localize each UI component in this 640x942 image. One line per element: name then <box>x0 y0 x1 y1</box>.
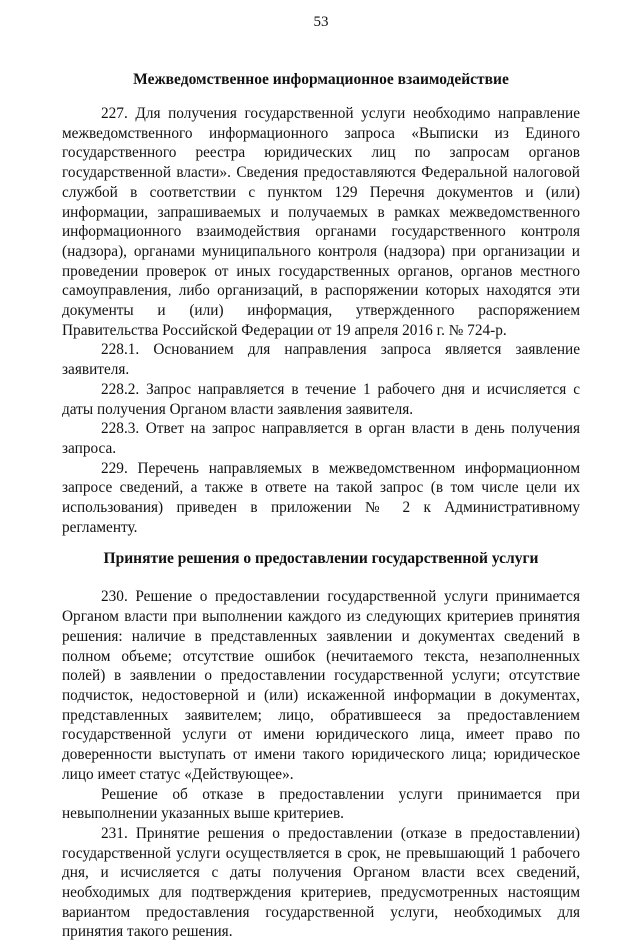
paragraph-229: 229. Перечень направляемых в межведомственном информационном запросе сведений, а также в ответе на такой запрос (в том числе цели их использования) приведен в приложении № 2 к Административному регламенту. <box>62 459 580 536</box>
paragraph-228-3: 228.3. Ответ на запрос направляется в орган власти в день получения запроса. <box>62 420 580 457</box>
paragraph-228-1: 228.1. Основанием для направления запроса является заявление заявителя. <box>62 341 580 379</box>
page-number: 53 <box>313 14 329 30</box>
paragraph-227: 227. Для получения государственной услуги необходимо направление межведомственного информационного запроса «Выписки из Единого государственного реестра юридических лиц по запросам органов государственной власти». Сведения предоставляются Федеральной налоговой службой в соответствии с пунктом 129 Перечня документов и (или) информации, запрашиваемых и получаемых в рамках межведомственного информационного взаимодействия органами государственного контроля (надзора), органами муниципального контроля (надзора) при организации и проведении проверок от иных государственных органов, органов местного самоуправления, либо организаций, в распоряжении которых находятся эти документы и (или) информация, утвержденного распоряжением Правительства Российской Федерации от 19 апреля 2016 г. № 724-р. <box>62 105 580 339</box>
paragraph-231: 231. Принятие решения о предоставлении (отказе в предоставлении) государственной услуги осуществляется в срок, не превышающий 1 рабочего дня, и исчисляется с даты получения Органом власти всех сведений, необходимых для подтверждения критериев, предусмотренных настоящим вариантом предоставления государственной услуги, необходимых для принятия такого решения. <box>62 824 580 941</box>
paragraph-228-2: 228.2. Запрос направляется в течение 1 рабочего дня и исчисляется с даты получения Органом власти заявления заявителя. <box>62 380 580 418</box>
section-heading-decision: Принятие решения о предоставлении государственной услуги <box>103 550 539 568</box>
section-heading-interagency: Межведомственное информационное взаимодействие <box>133 71 509 88</box>
paragraph-refusal: Решение об отказе в предоставлении услуги принимается при невыполнении указанных выше критериев. <box>62 785 580 823</box>
paragraph-230: 230. Решение о предоставлении государственной услуги принимается Органом власти при выполнении каждого из следующих критериев принятия решения: наличие в представленных заявлении и документах сведений в полном объеме; отсутствие ошибок (нечитаемого текста, незаполненных полей) в заявлении о предоставлении государственной услуги; отсутствие подчисток, недостоверной и (или) искаженной информации в документах, представленных заявителем; лицо, обратившееся за предоставлением государственной услуги от имени юридического лица, имеет право по доверенности выступать от имени такого юридического лица; юридическое лицо имеет статус «Действующее». <box>62 588 580 783</box>
